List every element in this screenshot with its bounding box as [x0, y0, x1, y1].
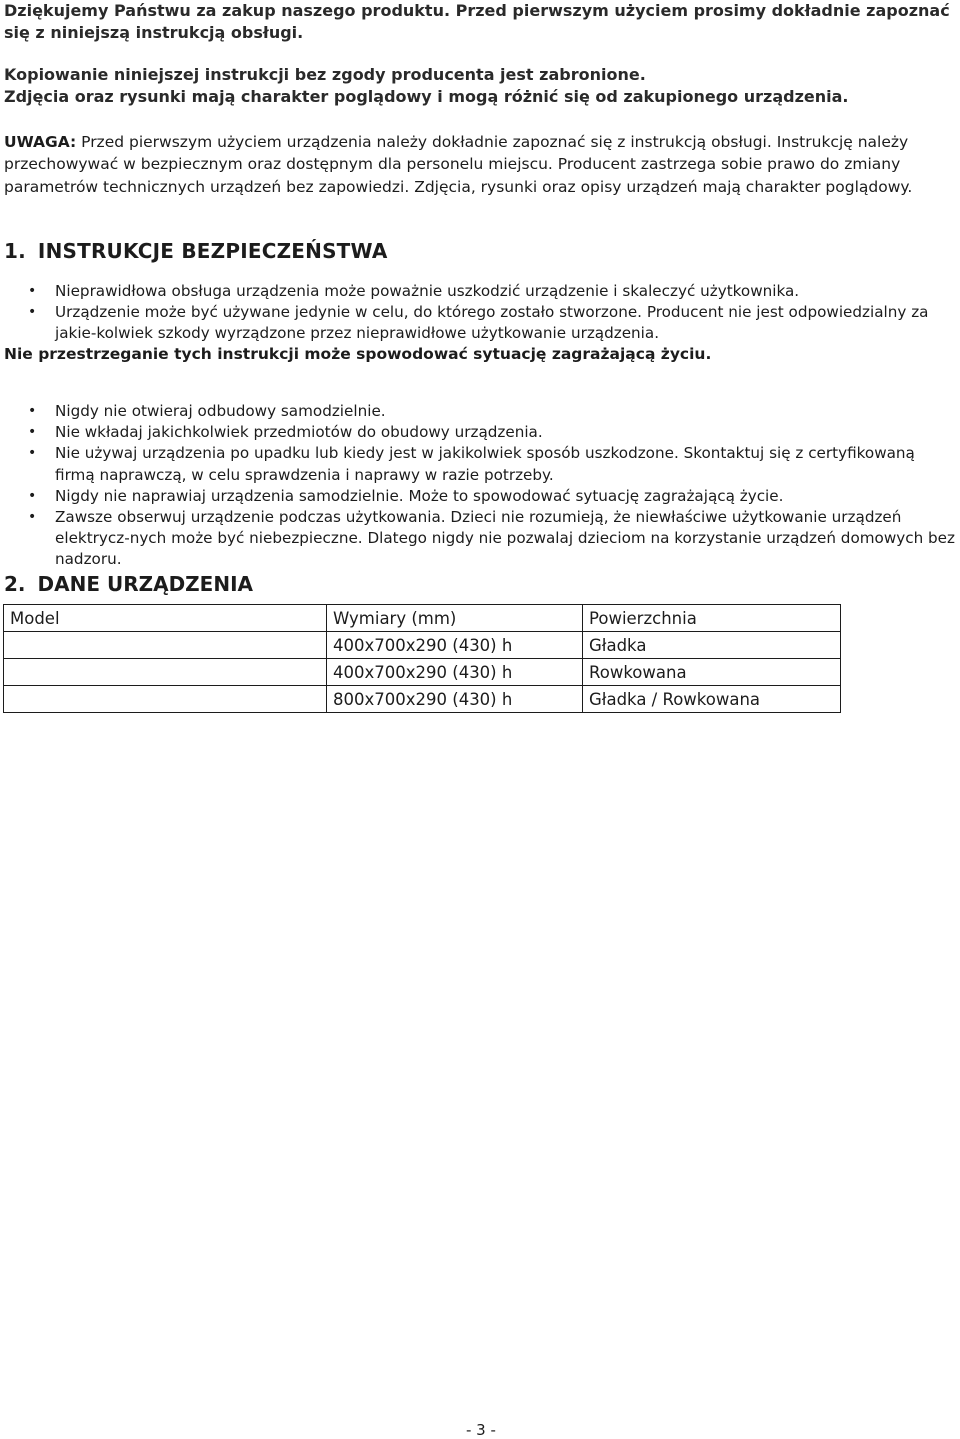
bullet-icon: •	[28, 424, 37, 441]
intro-thanks: Dziękujemy Państwu za zakup naszego produktu. Przed pierwszym użyciem prosimy dokładnie zapoznać się z niniejszą instrukcją obsługi.	[4, 1, 950, 42]
section-2-title: DANE URZĄDZENIA	[37, 572, 254, 596]
rule-bullet-item	[0, 507, 958, 571]
safety-bullet-item	[0, 281, 958, 302]
table-cell: 400x700x290 (430) h	[327, 632, 583, 659]
safety-bullet-item	[0, 302, 958, 344]
table-row	[4, 632, 841, 659]
rule-bullet-item	[0, 401, 958, 422]
section-1-heading	[4, 239, 388, 263]
rule-bullet-text: Nigdy nie naprawiaj urządzenia samodzielnie. Może to spowodować sytuację zagrażającą życie.	[55, 486, 784, 505]
rules-bullet-list	[0, 401, 958, 571]
device-specs-table	[3, 604, 841, 713]
safety-bullet-text: Urządzenie może być używane jedynie w celu, do którego zostało stworzone. Producent nie jest odpowiedzialny za jakie-kolwiek szkody wyrządzone przez nieprawidłowe użytkowanie urządzenia.	[55, 303, 929, 343]
table-row	[4, 686, 841, 713]
section-2-number: 2.	[4, 572, 26, 596]
bullet-icon: •	[28, 509, 37, 526]
table-header-cell: Wymiary (mm)	[327, 605, 583, 632]
rule-bullet-item	[0, 443, 958, 485]
rule-bullet-item	[0, 422, 958, 443]
table-cell	[4, 632, 327, 659]
table-header-cell: Model	[4, 605, 327, 632]
bullet-icon: •	[28, 445, 37, 462]
table-cell: Gładka / Rowkowana	[583, 686, 841, 713]
bullet-icon: •	[28, 304, 37, 321]
bullet-icon: •	[28, 487, 37, 504]
table-row	[4, 659, 841, 686]
page-number: - 3 -	[466, 1421, 496, 1439]
table-cell: 800x700x290 (430) h	[327, 686, 583, 713]
safety-bullet-text: Nieprawidłowa obsługa urządzenia może poważnie uszkodzić urządzenie i skaleczyć użytkownika.	[55, 282, 800, 300]
uwaga-label: UWAGA:	[4, 133, 77, 151]
section-2-heading	[4, 572, 253, 596]
rule-bullet-text: Nie wkładaj jakichkolwiek przedmiotów do obudowy urządzenia.	[55, 423, 543, 442]
life-warning: Nie przestrzeganie tych instrukcji może spowodować sytuację zagrażającą życiu.	[4, 345, 712, 363]
rule-bullet-text: Nie używaj urządzenia po upadku lub kiedy jest w jakikolwiek sposób uszkodzone. Skontaktuj się z certyfikowaną firmą naprawczą, w celu sprawdzenia i naprawy w razie potrzeby.	[55, 444, 915, 484]
bullet-icon: •	[28, 283, 37, 299]
bullet-icon: •	[28, 403, 37, 419]
table-cell: Rowkowana	[583, 659, 841, 686]
rule-bullet-item	[0, 486, 958, 507]
section-1-number: 1.	[4, 239, 26, 263]
uwaga-text: Przed pierwszym użyciem urządzenia należy dokładnie zapoznać się z instrukcją obsługi. Instrukcję należy przechowywać w bezpiecznym oraz dostępnym dla personelu miejscu. Producent zastrzega sobie prawo do zmiany parametrów technicznych urządzeń bez zapowiedzi. Zdjęcia, rysunki oraz opisy urządzeń mają charakter poglądowy.	[4, 133, 913, 196]
rule-bullet-text: Nigdy nie otwieraj odbudowy samodzielnie.	[55, 402, 386, 420]
table-cell	[4, 686, 327, 713]
table-header-row	[4, 605, 841, 632]
intro-copyright: Kopiowanie niniejszej instrukcji bez zgody producenta jest zabronione.	[4, 65, 646, 84]
table-cell	[4, 659, 327, 686]
rule-bullet-text: Zawsze obserwuj urządzenie podczas użytkowania. Dzieci nie rozumieją, że niewłaściwe użytkowanie urządzeń elektrycz-nych może być niebezpieczne. Dlatego nigdy nie pozwalaj dzieciom na korzystanie urządzeń domowych bez nadzoru.	[55, 508, 955, 569]
table-cell: Gładka	[583, 632, 841, 659]
intro-block	[4, 0, 954, 108]
section-1-title: INSTRUKCJE BEZPIECZEŃSTWA	[37, 239, 388, 263]
uwaga-note	[4, 131, 954, 198]
safety-bullet-list	[0, 281, 958, 345]
table-header-cell: Powierzchnia	[583, 605, 841, 632]
intro-images-note: Zdjęcia oraz rysunki mają charakter poglądowy i mogą różnić się od zakupionego urządzenia.	[4, 87, 849, 106]
table-cell: 400x700x290 (430) h	[327, 659, 583, 686]
